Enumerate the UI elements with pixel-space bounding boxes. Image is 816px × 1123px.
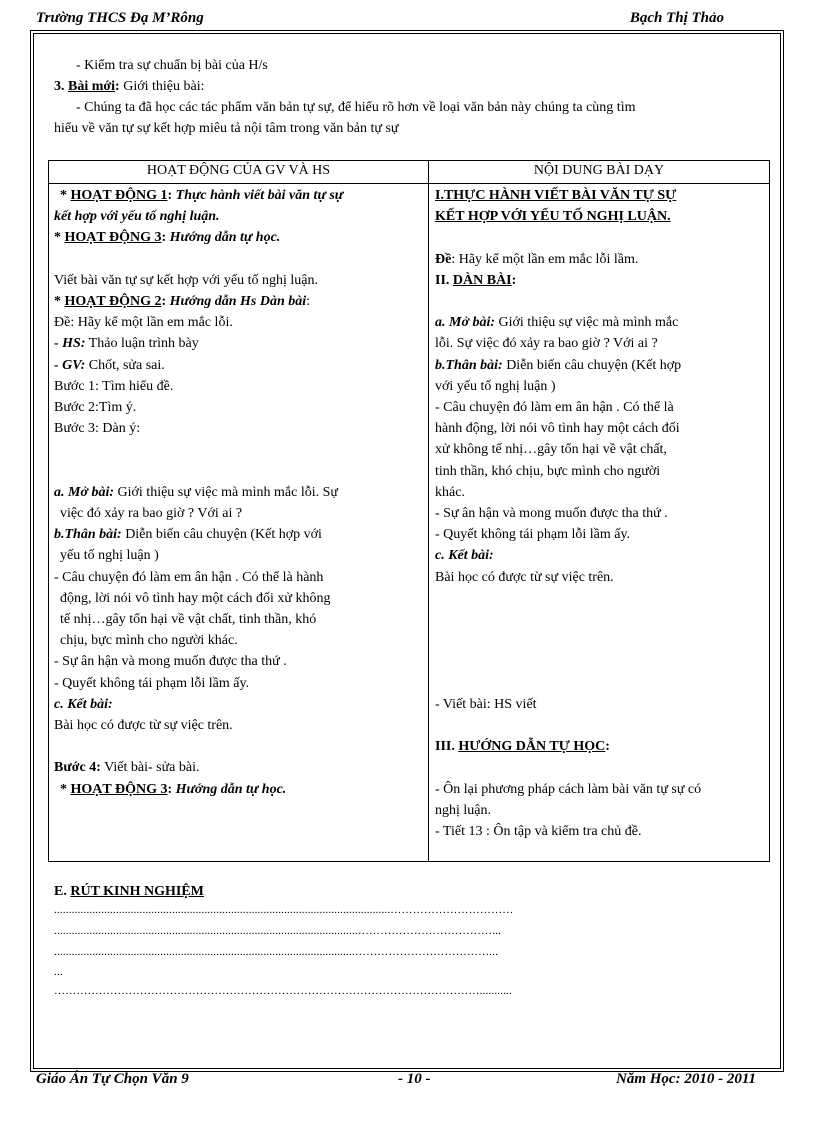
intro-paragraph-1: - Chúng ta đã học các tác phẩm văn bản tự sự, để hiểu rõ hơn về loại văn bản này chúng ta cùng tìm (76, 100, 636, 115)
intro-section (54, 55, 774, 139)
activity-3-top: * HOẠT ĐỘNG 3: Hướng dẫn tự học. (54, 230, 281, 246)
experience-line: ......................................................................................................………………………………... (54, 946, 499, 958)
lesson-table (48, 160, 770, 862)
experience-line: ..................................................................................................................…………………………… (54, 904, 514, 916)
activity-1: * HOẠT ĐỘNG 1: Thực hành viết bài văn tự sự (60, 188, 344, 203)
new-lesson-line: 3. Bài mới: Giới thiệu bài: (54, 79, 205, 94)
content-column: I.THỰC HÀNH VIẾT BÀI VĂN TỰ SỰ KẾT HỢP VỚI YẾU TỐ NGHỊ LUẬN. Đề: Hãy kể một lần em mắc lỗi lầm. II. DÀN BÀI: a. Mở bài: Giới thiệu sự việc mà mình mắc lỗi. Sự việc đó xảy ra bao giờ ? Với ai ? b.Thân bài: Diễn biến câu chuyện (Kết hợp với yếu tố nghị luận ) - Câu chuyện đó làm em ân hận . Có thể là hành động, lời nói vô tình hay một cách đối xử không tế nhị…gây tổn hại về vật chất, tinh thần, khó chịu, bực mình cho người khác. - Sự ân hận và mong muốn được tha thứ . - Quyết không tái phạm lỗi lầm ấy. c. Kết bài: Bài học có được từ sự việc trên. - Viết bài: HS viết III. HƯỚNG DẪN TỰ HỌC: - Ôn lại phương pháp cách làm bài văn tự sự có nghị luận. - Tiết 13 : Ôn tập và kiểm tra chủ đề. (435, 185, 763, 842)
footer-school-year: Năm Học: 2010 - 2011 (616, 1071, 756, 1087)
new-lesson-label: Bài mới (68, 79, 116, 94)
header-teacher: Bạch Thị Thảo (629, 10, 724, 26)
activity-3-bottom: * HOẠT ĐỘNG 3: Hướng dẫn tự học. (60, 781, 287, 797)
column-header-content: NỘI DUNG BÀI DẠY (533, 163, 665, 178)
section-3-title: III. HƯỚNG DẪN TỰ HỌC: (435, 739, 610, 755)
section-1-title: I.THỰC HÀNH VIẾT BÀI VĂN TỰ SỰ (435, 188, 677, 203)
header-school: Trường THCS Đạ M’Rông (36, 10, 204, 26)
activity-2: * HOẠT ĐỘNG 2: Hướng dẫn Hs Dàn bài: (54, 294, 311, 309)
section-2-title: II. DÀN BÀI: (435, 272, 517, 288)
column-header-activities: HOẠT ĐỘNG CỦA GV VÀ HS (146, 163, 331, 178)
activities-column: * HOẠT ĐỘNG 1: Thực hành viết bài văn tự sự kết hợp với yếu tố nghị luận. * HOẠT ĐỘNG 3: Hướng dẫn tự học. Viết bài văn tự sự kết hợp với yếu tố nghị luận. * HOẠT ĐỘNG 2: Hướng dẫn Hs Dàn bài: Đề: Hãy kể một lần em mắc lỗi. - HS: Thảo luận trình bày - GV: Chốt, sửa sai. Bước 1: Tìm hiểu đề. Bước 2:Tìm ý. Bước 3: Dàn ý: a. Mở bài: Giới thiệu sự việc mà mình mắc lỗi. Sự việc đó xảy ra bao giờ ? Với ai ? b.Thân bài: Diễn biến câu chuyện (Kết hợp với yếu tố nghị luận ) - Câu chuyện đó làm em ân hận . Có thể là hành động, lời nói vô tình hay một cách đối xử không tế nhị…gây tổn hại về vật chất, tinh thần, khó chịu, bực mình cho người khác. - Sự ân hận và mong muốn được tha thứ . - Quyết không tái phạm lỗi lầm ấy. c. Kết bài: Bài học có được từ sự việc trên. Bước 4: Viết bài- sửa bài. * HOẠT ĐỘNG 3: Hướng dẫn tự học. (54, 185, 419, 800)
intro-paragraph-2: hiểu về văn tự sự kết hợp miêu tả nội tâm trong văn bản tự sự (54, 121, 399, 136)
experience-title: E. RÚT KINH NGHIỆM (54, 884, 204, 899)
experience-line: .......................................................................................................………………………………... (54, 925, 502, 937)
experience-line: ……………………………………………………………………………………………………........... (54, 985, 513, 997)
experience-section (54, 884, 766, 1002)
footer-page-number: - 10 - (398, 1071, 431, 1087)
experience-line: ... (54, 966, 63, 978)
check-preparation: - Kiểm tra sự chuẩn bị bài của H/s (76, 58, 268, 73)
footer-book: Giáo Án Tự Chọn Văn 9 (36, 1071, 189, 1087)
